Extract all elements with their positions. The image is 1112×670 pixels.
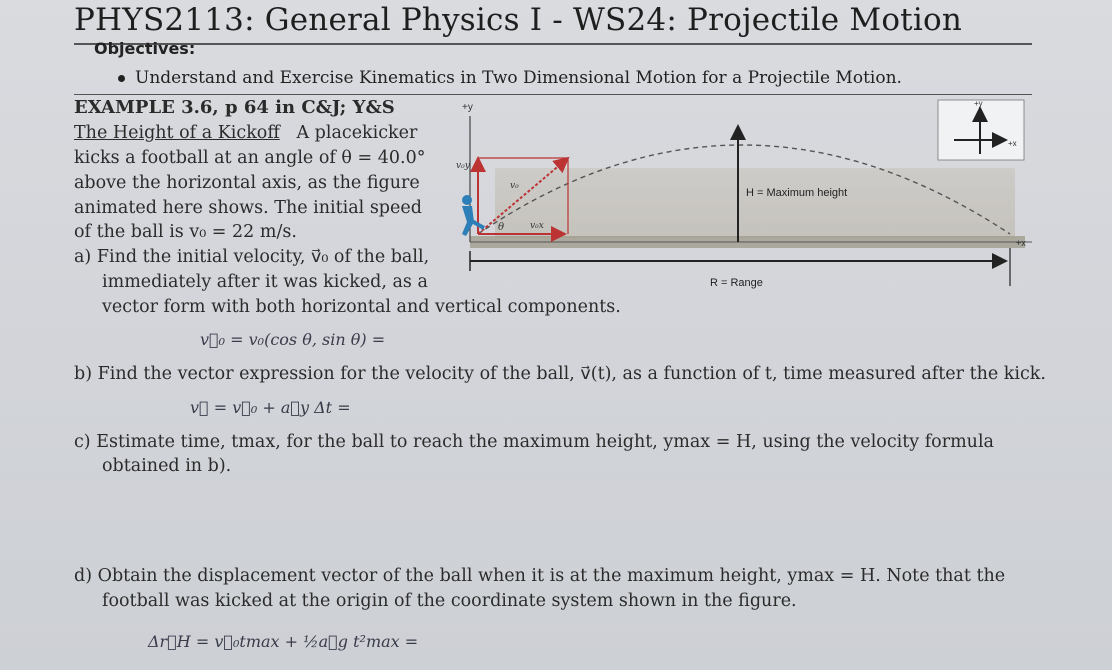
bullet-icon <box>118 75 125 82</box>
label-range: R = Range <box>710 277 763 289</box>
example-line-1-rest: A placekicker <box>296 123 418 143</box>
question-d-line-2: football was kicked at the origin of the coordinate system shown in the figure. <box>102 591 797 611</box>
example-line-5: of the ball is v₀ = 22 m/s. <box>74 222 297 242</box>
question-b-equation: v⃗ = v⃗₀ + a⃗y Δt = <box>190 398 351 417</box>
title-divider <box>74 43 1032 45</box>
question-b-line-1: b) Find the vector expression for the velocity of the ball, v⃗(t), as a function of t, time measured after the kick. <box>74 364 1046 384</box>
question-c-line-2: obtained in b). <box>102 456 232 476</box>
objective-text: Understand and Exercise Kinematics in Two Dimensional Motion for a Projectile Motion. <box>135 68 902 88</box>
legend-x-label: +x <box>1008 139 1017 148</box>
question-d-line-1: d) Obtain the displacement vector of the ball when it is at the maximum height, ymax = H. Note that the <box>74 566 1006 586</box>
example-line-4: animated here shows. The initial speed <box>74 198 422 218</box>
question-a-line-2: immediately after it was kicked, as a <box>102 272 428 292</box>
legend-y-label: +y <box>974 99 983 108</box>
example-line-3: above the horizontal axis, as the figure <box>74 173 420 193</box>
question-a-line-3: vector form with both horizontal and vertical components. <box>102 297 621 317</box>
kicker-figure <box>462 195 484 236</box>
objectives-label: Objectives: <box>94 39 196 58</box>
example-line-1 <box>74 123 417 143</box>
objectives-divider <box>74 94 1032 95</box>
question-a-equation: v⃗₀ = v₀(cos θ, sin θ) = <box>200 330 386 349</box>
label-max-height: H = Maximum height <box>746 187 848 199</box>
example-subtitle: The Height of a Kickoff <box>74 123 280 143</box>
example-line-2: kicks a football at an angle of θ = 40.0° <box>74 148 426 168</box>
label-v0x: v₀x <box>530 221 544 231</box>
projectile-figure <box>440 96 1032 296</box>
label-v0y: v₀y <box>456 161 470 171</box>
label-y-left: +y <box>462 102 473 113</box>
label-x: +x <box>1016 238 1026 248</box>
objective-item <box>118 68 902 88</box>
label-theta: θ <box>498 222 505 233</box>
axes-legend-icon <box>938 99 1024 160</box>
page-title: PHYS2113: General Physics I - WS24: Projectile Motion <box>74 2 962 38</box>
question-d-equation: Δr⃗H = v⃗₀tmax + ½a⃗g t²max = <box>148 632 419 651</box>
stadium-crowd <box>495 168 1015 238</box>
label-v0: v₀ <box>510 181 519 191</box>
question-c-line-1: c) Estimate time, tmax, for the ball to reach the maximum height, ymax = H, using the velocity formula <box>74 432 994 452</box>
question-a-line-1: a) Find the initial velocity, v⃗₀ of the ball, <box>74 247 430 267</box>
example-heading: EXAMPLE 3.6, p 64 in C&J; Y&S <box>74 97 395 118</box>
